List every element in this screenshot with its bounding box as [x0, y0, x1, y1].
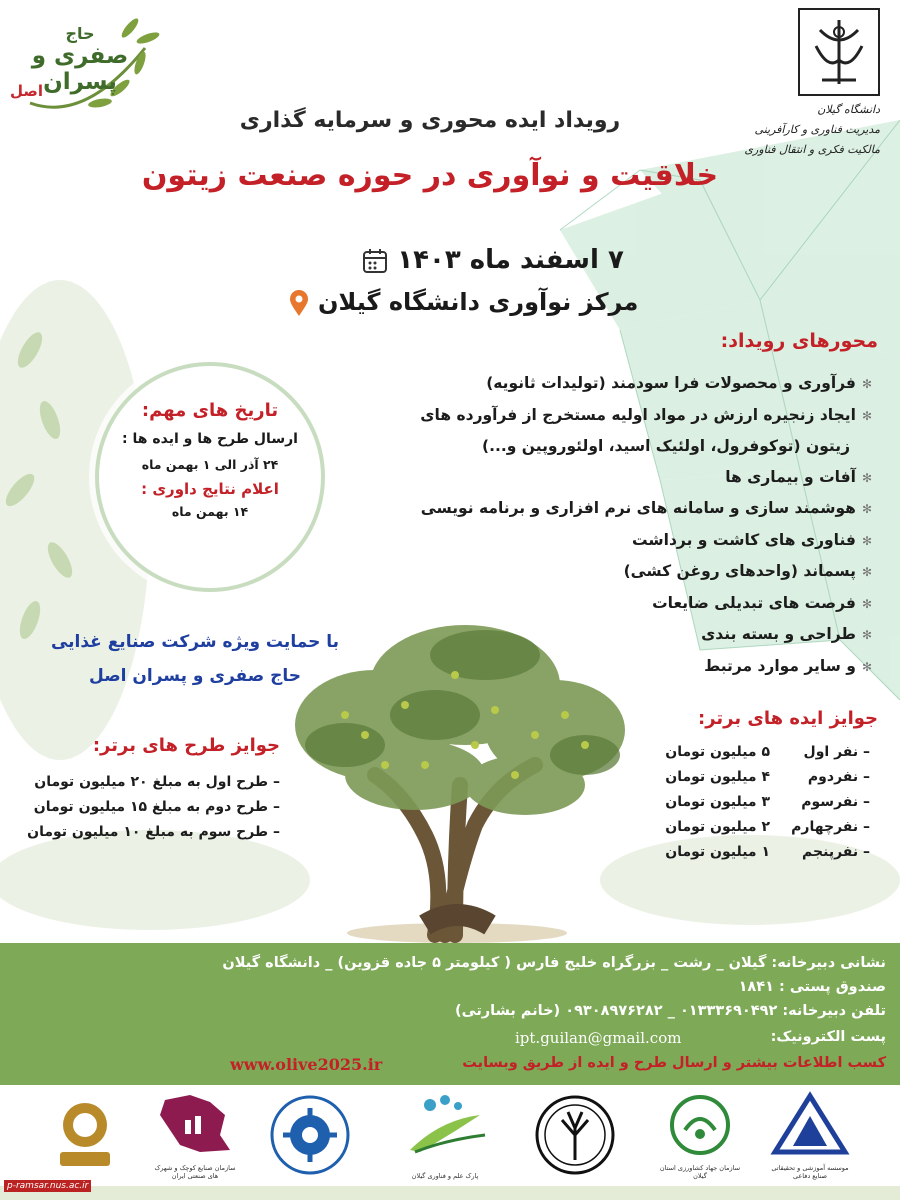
gear-seal-icon	[265, 1090, 355, 1180]
dates-submit-value: ۲۴ آذر الی ۱ بهمن ماه	[141, 457, 279, 472]
event-date	[330, 245, 650, 275]
star-bullet-icon: ✻	[861, 659, 872, 674]
idea-amount: ۴ میلیون تومان	[665, 769, 770, 785]
more-info-text: کسب اطلاعات بیشتر و ارسال طرح و ایده از طریق وبسایت	[462, 1055, 886, 1071]
partner-logo-caption: پارک علم و فناوری گیلان	[411, 1172, 479, 1180]
jahad-logo-icon	[655, 1090, 745, 1160]
partner-logos-row	[0, 1090, 900, 1185]
university-line-1: دانشگاه گیلان	[817, 103, 880, 116]
idea-amount: ۲ میلیون تومان	[665, 819, 770, 835]
idea-rank: – نفردوم	[807, 769, 870, 785]
email-link[interactable]: ipt.guilan@gmail.com	[515, 1029, 682, 1047]
important-dates-circle	[95, 362, 325, 592]
brand-sub: اصل	[10, 82, 44, 100]
idea-prize-row	[620, 815, 870, 840]
plan-prize-item: – طرح سوم به مبلغ ۱۰ میلیون تومان	[27, 824, 280, 840]
idea-amount: ۱ میلیون تومان	[665, 844, 770, 860]
partner-logo	[150, 1090, 240, 1180]
science-park-icon	[400, 1090, 490, 1160]
dates-heading: تاریخ های مهم:	[141, 400, 279, 421]
axis-item: ✻هوشمند سازی و سامانه های نرم افزاری و برنامه نویسی	[420, 499, 872, 517]
sponsor-line-1: با حمایت ویژه شرکت صنایع غذایی	[50, 632, 340, 652]
idea-rank: – نفرچهارم	[791, 819, 870, 835]
idea-prize-row	[620, 740, 870, 765]
secretariat-address: نشانی دبیرخانه: گیلان _ رشت _ بزرگراه خلیج فارس ( کیلومتر ۵ جاده قزوین) _ دانشگاه گیلان	[222, 955, 886, 971]
partner-logo	[265, 1090, 355, 1180]
axis-item: ✻فرصت های تبدیلی ضایعات	[652, 593, 872, 612]
brand-name-line-1: حاج	[65, 24, 95, 43]
star-bullet-icon: ✻	[861, 377, 872, 391]
star-bullet-icon: ✻	[861, 533, 872, 548]
calendar-icon	[362, 248, 388, 274]
idea-rank: – نفرسوم	[801, 794, 870, 810]
university-line-2: مدیریت فناوری و کارآفرینی	[754, 123, 880, 136]
partner-logo-caption: سازمان جهاد کشاورزی استان گیلان	[659, 1164, 741, 1180]
brand-name-line-2: صفری و	[31, 43, 129, 69]
idea-rank: – نفرپنجم	[802, 844, 870, 860]
star-bullet-icon: ✻	[861, 408, 872, 423]
idea-prizes-heading: جوایز ایده های برتر:	[698, 708, 878, 729]
location-pin-icon	[288, 289, 310, 317]
plan-prize-item: – طرح دوم به مبلغ ۱۵ میلیون تومان	[33, 799, 280, 815]
idea-amount: ۳ میلیون تومان	[665, 794, 770, 810]
axes-heading: محورهای رویداد:	[720, 330, 878, 352]
event-date-text: ۷ اسفند ماه ۱۴۰۳	[397, 245, 624, 275]
axis-item: ✻طراحی و بسته بندی	[701, 625, 872, 643]
star-bullet-icon: ✻	[861, 470, 872, 485]
tree-seal-icon	[530, 1090, 620, 1180]
brand-name-line-3: پسران	[43, 69, 117, 95]
axis-item: ✻آفات و بیماری ها	[725, 467, 872, 486]
plan-prizes-list	[10, 770, 280, 845]
po-box: صندوق پستی : ۱۸۴۱	[738, 979, 886, 995]
triangle-logo-icon	[765, 1090, 855, 1160]
idea-prizes-table	[620, 740, 870, 865]
idea-rank: – نفر اول	[803, 744, 870, 760]
secretariat-phone: تلفن دبیرخانه: ۰۱۳۳۳۶۹۰۴۹۲ _ ۰۹۳۰۸۹۷۶۲۸۲ (خانم بشارتی)	[455, 1003, 886, 1019]
footer-url: p-ramsar.nus.ac.ir	[4, 1180, 91, 1192]
olive-tree-illustration	[285, 615, 630, 945]
partner-logo	[765, 1090, 855, 1180]
partner-logo	[655, 1090, 745, 1180]
university-lines	[730, 100, 880, 160]
university-line-3: مالکیت فکری و انتقال فناوری	[744, 143, 880, 156]
axis-item-continued: زیتون (توکوفرول، اولئیک اسید، اولئوروپین و...)	[482, 437, 850, 455]
iran-map-icon	[150, 1090, 240, 1160]
axis-item: ✻فناوری های کاشت و برداشت	[632, 530, 872, 549]
contact-band	[0, 943, 900, 1085]
star-bullet-icon: ✻	[861, 502, 872, 516]
star-bullet-icon: ✻	[861, 565, 872, 579]
plan-prize-item: – طرح اول به مبلغ ۲۰ میلیون تومان	[34, 774, 280, 790]
dates-result-value: ۱۴ بهمن ماه	[171, 504, 249, 519]
sponsor-line-2: حاج صفری و پسران اصل	[89, 666, 301, 686]
star-bullet-icon: ✻	[861, 596, 872, 611]
idea-prize-row	[620, 790, 870, 815]
axis-item: ✻و سایر موارد مرتبط	[704, 656, 872, 675]
footer-bar	[0, 1186, 900, 1200]
partner-logo	[530, 1090, 620, 1180]
axis-item: ✻ایجاد زنجیره ارزش در مواد اولیه مستخرج از فرآورده های	[420, 405, 872, 424]
event-subtitle: خلاقیت و نوآوری در حوزه صنعت زیتون	[141, 158, 719, 193]
event-venue	[280, 288, 640, 317]
idea-amount: ۵ میلیون تومان	[665, 744, 770, 760]
axis-item: ✻فرآوری و محصولات فرا سودمند (تولیدات ثانویه)	[486, 374, 872, 392]
university-logo	[798, 8, 880, 96]
partner-logo-caption: موسسه آموزشی و تحقیقاتی صنایع دفاعی	[771, 1164, 849, 1180]
idea-prize-row	[620, 840, 870, 865]
star-bullet-icon: ✻	[861, 628, 872, 642]
dates-result-label: اعلام نتایج داوری :	[141, 480, 279, 498]
email-label: پست الکترونیک:	[770, 1029, 886, 1045]
partner-logo	[40, 1090, 130, 1180]
dates-submit-label: ارسال طرح ها و ایده ها :	[122, 431, 298, 447]
partner-logo	[400, 1090, 490, 1180]
website-link[interactable]: www.olive2025.ir	[230, 1055, 383, 1074]
partner-logo-caption: سازمان صنایع کوچک و شهرک های صنعتی ایران	[154, 1164, 236, 1180]
event-venue-text: مرکز نوآوری دانشگاه گیلان	[318, 288, 639, 316]
idea-prize-row	[620, 765, 870, 790]
plan-prizes-heading: جوایز طرح های برتر:	[92, 735, 280, 756]
university-emblem-icon	[800, 10, 878, 94]
sazman-logo-icon	[40, 1090, 130, 1180]
axis-item: ✻پسماند (واحدهای روغن کشی)	[623, 562, 872, 580]
event-title: رویداد ایده محوری و سرمایه گذاری	[239, 108, 621, 133]
